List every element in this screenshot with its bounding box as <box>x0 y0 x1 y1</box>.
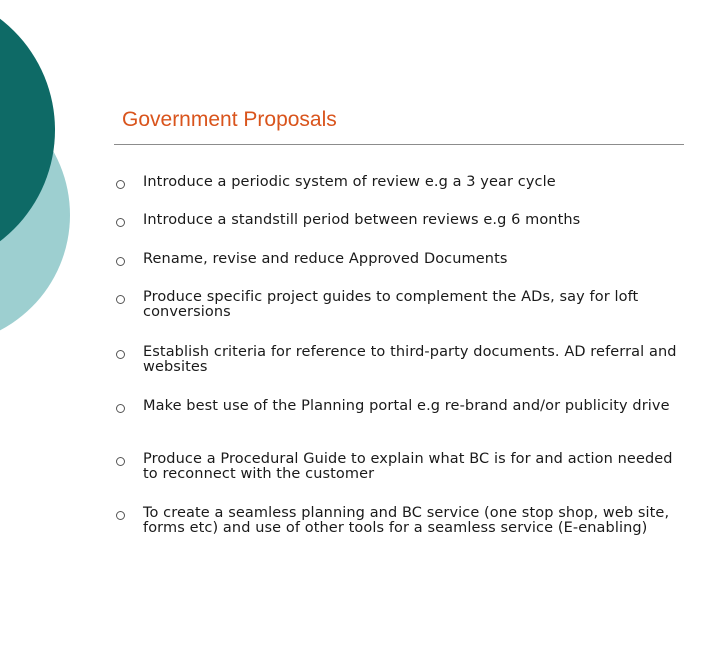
bullet-text: Establish criteria for reference to third-party documents. AD referral and websites <box>143 344 677 375</box>
bullet-text: Make best use of the Planning portal e.g re-brand and/or publicity drive <box>143 398 670 414</box>
hollow-circle-bullet-icon <box>116 457 125 466</box>
bullet-text: Introduce a standstill period between reviews e.g 6 months <box>143 212 581 228</box>
bullet-text: Rename, revise and reduce Approved Documents <box>143 251 508 267</box>
decorative-circles <box>0 0 120 360</box>
hollow-circle-bullet-icon <box>116 295 125 304</box>
bullet-text: Produce specific project guides to complement the ADs, say for loft conversions <box>143 289 639 320</box>
bullet-text: To create a seamless planning and BC service (one stop shop, web site, forms etc) and use of other tools for a seamless service (E-enabling) <box>143 505 670 536</box>
hollow-circle-bullet-icon <box>116 511 125 520</box>
hollow-circle-bullet-icon <box>116 180 125 189</box>
title-divider <box>114 144 684 145</box>
hollow-circle-bullet-icon <box>116 404 125 413</box>
hollow-circle-bullet-icon <box>116 218 125 227</box>
slide-title: Government Proposals <box>122 108 337 131</box>
bullet-text: Produce a Procedural Guide to explain what BC is for and action needed to reconnect with the customer <box>143 451 673 482</box>
hollow-circle-bullet-icon <box>116 350 125 359</box>
bullet-text: Introduce a periodic system of review e.g a 3 year cycle <box>143 174 556 190</box>
hollow-circle-bullet-icon <box>116 257 125 266</box>
